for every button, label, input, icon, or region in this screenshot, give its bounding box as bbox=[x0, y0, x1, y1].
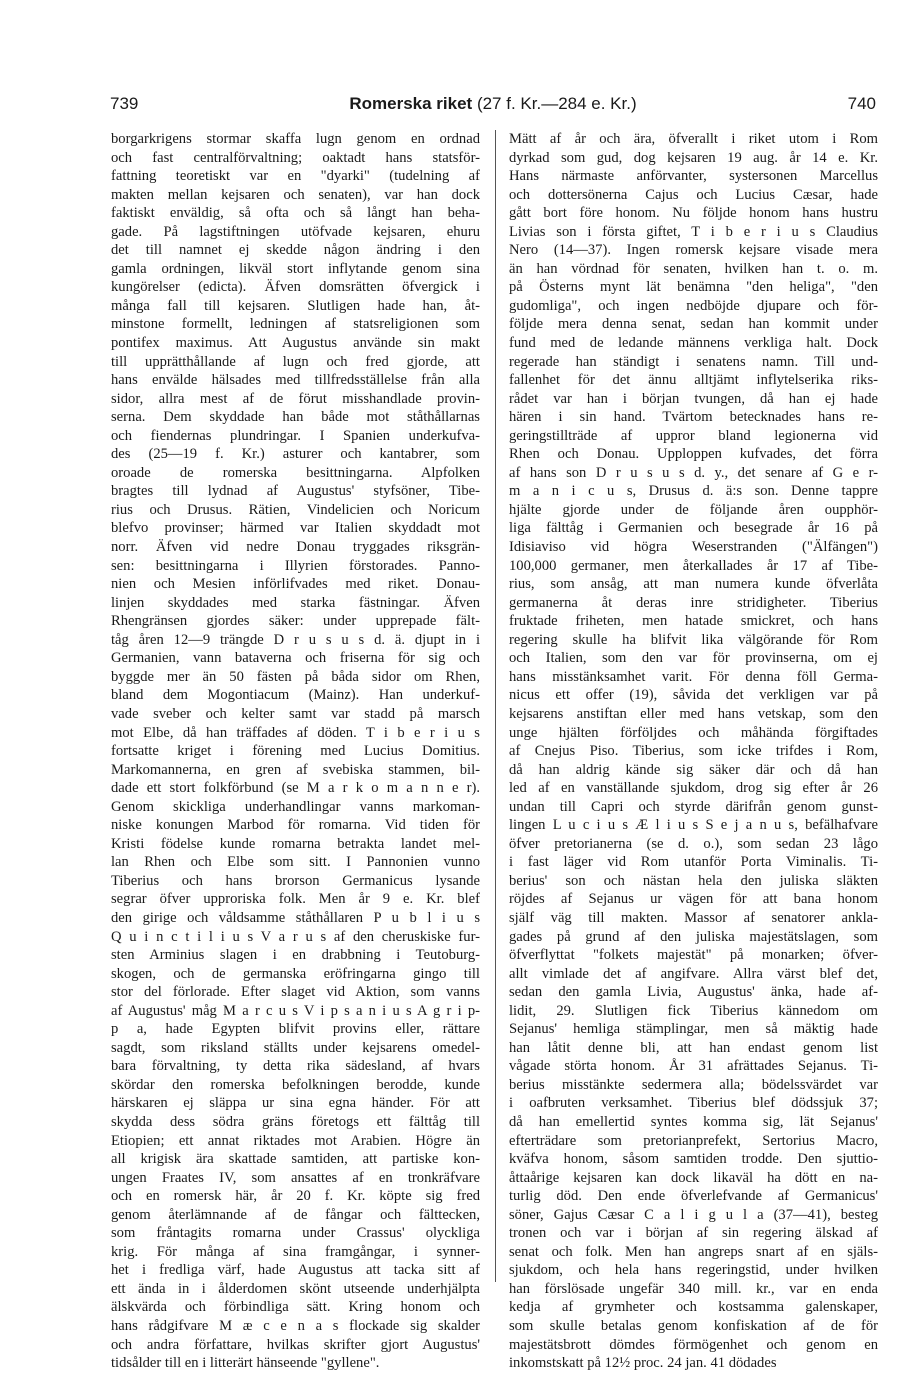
text-line: nien och Mesien införlifvades med riket. Donau- bbox=[111, 576, 480, 593]
text-line: nicus ett offer (19), såvida det verkligen var på bbox=[509, 687, 878, 704]
text-line: själf väg till makten. Massor af senatorer ankla- bbox=[509, 909, 878, 926]
text-line: af Augustus' måg M a r c u s V i p s a n i u s A g r i p- bbox=[111, 1002, 480, 1019]
text-line: följde mera denna senat, sedan han kommit under bbox=[509, 316, 878, 333]
text-line: rius och Drusus. Rätien, Vindelicien och Noricum bbox=[111, 501, 480, 518]
text-line: många fall till kejsaren. Slutligen hade han, åt- bbox=[111, 297, 480, 314]
text-line: och Italien, som den var för provinserna, om ej bbox=[509, 650, 878, 667]
text-line: het i fredliga värf, hade Augustus att tacka sitt af bbox=[111, 1262, 480, 1279]
page-header bbox=[110, 94, 876, 116]
text-line: än han vördnad för senaten, hvilken han t. o. m. bbox=[509, 260, 878, 277]
text-line: kungörelser (edicta). Äfven domsrätten öfvergick i bbox=[111, 279, 480, 296]
text-line: genom återlämnande af de fångar och fälttecken, bbox=[111, 1206, 480, 1223]
text-line: åttaårige kejsaren kan dock likaväl ha dött en na- bbox=[509, 1169, 878, 1186]
text-line: tidsålder till en i litterärt hänseende "gyllene". bbox=[111, 1355, 380, 1372]
text-line: krig. För många af sina framgångar, i synner- bbox=[111, 1243, 480, 1260]
running-title bbox=[110, 94, 876, 114]
text-line: sten Arminius slagen i en drabbning i Teutoburg- bbox=[111, 947, 480, 964]
text-line: och en romersk här, år 20 f. Kr. köpte sig fred bbox=[111, 1188, 480, 1205]
text-line: sen: besittningarna i Illyrien förstorades. Panno- bbox=[111, 557, 480, 574]
text-line: stor del förlorade. Efter slaget vid Aktion, som vanns bbox=[111, 984, 480, 1001]
text-line: majestätsbrott dömdes förmögenhet och genom en bbox=[509, 1336, 878, 1353]
text-line: ett ända in i ålderdomen skönt utseende underhjälpta bbox=[111, 1280, 480, 1297]
text-line: inkomstskatt på 12½ proc. 24 jan. 41 dödades bbox=[509, 1355, 777, 1372]
text-line: kedja af grymheter och kostsamma galenskaper, bbox=[509, 1299, 878, 1316]
left-column bbox=[111, 130, 480, 1373]
text-line: germanerna åt deras inre stridigheter. Tiberius bbox=[509, 594, 878, 611]
text-line: då han emellertid syntes komma sig, lät Sejanus' bbox=[509, 1113, 878, 1130]
text-line: Hans närmaste anförvanter, systersonen Marcellus bbox=[509, 168, 878, 185]
text-line: kväfva honom, såsom samtiden trodde. Den sjuttio- bbox=[509, 1151, 878, 1168]
text-line: hans misstänksamhet varit. För denna föll Germa- bbox=[509, 668, 878, 685]
right-column bbox=[509, 130, 878, 1373]
text-line: turlig död. Den ende öfverlefvande af Germanicus' bbox=[509, 1188, 878, 1205]
text-line: liga fälttåg i Germanien och besegrade år 16 på bbox=[509, 520, 878, 537]
text-line: byggde mer än 50 fästen på båda sidor om Rhen, bbox=[111, 668, 480, 685]
text-line: blefvo provinser; härmed var Italien skyddadt mot bbox=[111, 520, 480, 537]
text-line: fattning teoretiskt var en "dyarki" (tudelning af bbox=[111, 168, 480, 185]
text-line: härskaren ej släppa ur sina egna händer. För att bbox=[111, 1095, 480, 1112]
text-line: gudomliga", och ingen nedböjde djupare och för- bbox=[509, 297, 878, 314]
text-line: röjdes af Sejanus ur vägen för att bana honom bbox=[509, 891, 878, 908]
running-title-main: Romerska riket bbox=[349, 94, 473, 113]
text-line: segrar öfver upproriska folk. Men år 9 e. Kr. blef bbox=[111, 891, 480, 908]
text-line: sagdt, som riksland ställts under kejsarens omedel- bbox=[111, 1039, 480, 1056]
text-line: af Cnejus Piso. Tiberius, som icke trifdes i Rom, bbox=[509, 743, 878, 760]
text-line: bland dem Mogontiacum (Mainz). Han underkuf- bbox=[111, 687, 480, 704]
text-line: kejsarens anstiftan eller med hans vetskap, som den bbox=[509, 705, 878, 722]
text-line: vågade störta honom. År 31 afrättades Sejanus. Ti- bbox=[509, 1058, 878, 1075]
text-line: och andra författare, hvilkas skrifter gjort Augustus' bbox=[111, 1336, 480, 1353]
text-line: dyrkad som gud, dog kejsaren 19 aug. år 14 e. Kr. bbox=[509, 149, 878, 166]
text-line: som fråntagits romarna under Crassus' olyckliga bbox=[111, 1225, 480, 1242]
text-line: led af en vanställande sjukdom, drog sig efter år 26 bbox=[509, 780, 878, 797]
text-line: skydda dess södra gräns företogs ett fälttåg till bbox=[111, 1113, 480, 1130]
text-line: undan till Capri och styrde därifrån genom gunst- bbox=[509, 798, 878, 815]
text-line: bragtes till lydnad af Augustus' styfsöner, Tibe- bbox=[111, 483, 480, 500]
text-line: fund med de ledande männens verkliga halt. Dock bbox=[509, 335, 878, 352]
text-line: Etiopien; ett annat riktades mot Arabien. Högre än bbox=[111, 1132, 480, 1149]
text-line: Rhen och Donau. Upploppen kufvades, det förra bbox=[509, 446, 878, 463]
text-line: rådet var han i början tvungen, då han ej hade bbox=[509, 390, 878, 407]
text-line: söner, Gajus Cæsar C a l i g u l a (37—41), besteg bbox=[509, 1206, 878, 1223]
text-line: öfver pretorianerna (se d. o.), som sedan 23 lågo bbox=[509, 835, 878, 852]
text-line: niske konungen Marbod för romarna. Vid tiden för bbox=[111, 817, 480, 834]
text-line: fortsatte kriget i förening med Lucius Domitius. bbox=[111, 743, 480, 760]
text-line: Germanien, vann bataverna och friserna för sig och bbox=[111, 650, 480, 667]
text-line: efterträdare som pretorianprefekt, Sertorius Macro, bbox=[509, 1132, 878, 1149]
text-line: lingen L u c i u s Æ l i u s S e j a n u s, befälhafvare bbox=[509, 817, 878, 834]
text-line: då han aldrig kände sig säker där och då han bbox=[509, 761, 878, 778]
text-line: allt vimlade det af angifvare. Allra värst blef det, bbox=[509, 965, 878, 982]
text-line: pontifex maximus. Att Augustus använde sin makt bbox=[111, 335, 480, 352]
text-line: det till namnet ej skedde någon ändring i den bbox=[111, 242, 480, 259]
column-divider bbox=[495, 130, 496, 1282]
text-line: af hans son D r u s u s d. y., det senare af G e r- bbox=[509, 464, 878, 481]
text-line: p a, hade Egypten blifvit provins eller, rättare bbox=[111, 1021, 480, 1038]
text-line: tronen och var i början af sin regering älskad af bbox=[509, 1225, 878, 1242]
text-line: geringstillträde af uppror bland legionerna vid bbox=[509, 427, 878, 444]
text-line: till upprätthållande af lugn och fred gjorde, att bbox=[111, 353, 480, 370]
text-line: m a n i c u s, Drusus d. ä:s son. Denne tappre bbox=[509, 483, 878, 500]
text-line: och fast centralförvaltning; oaktadt hans statsför- bbox=[111, 149, 480, 166]
text-line: sedan den gamla Livia, Augustus' änka, hade af- bbox=[509, 984, 878, 1001]
text-line: all krigisk ära skattade samtiden, att partiske kon- bbox=[111, 1151, 480, 1168]
text-line: makten mellan kejsaren och senaten), var han dock bbox=[111, 186, 480, 203]
text-line: Mätt af år och ära, öfverallt i riket utom i Rom bbox=[509, 131, 878, 147]
text-line: Markomannerna, en gren af svebiska stammen, bil- bbox=[111, 761, 480, 778]
running-title-sub: (27 f. Kr.—284 e. Kr.) bbox=[472, 94, 637, 113]
text-line: gått bort före honom. Nu följde honom hans hustru bbox=[509, 205, 878, 222]
text-line: skördar den romerska befolkningen berodde, kunde bbox=[111, 1076, 480, 1093]
text-line: sjukdom, och hela hans regeringstid, under hvilken bbox=[509, 1262, 878, 1279]
text-line: berius misstänkte sedermera alla; bödelssvärdet var bbox=[509, 1076, 878, 1093]
text-line: berius' son och nästan hela den juliska släkten bbox=[509, 872, 878, 889]
text-line: des (25—19 f. Kr.) asturer och kantabrer, som bbox=[111, 446, 480, 463]
text-line: på Österns mynt lät benämna "den heliga", "den bbox=[509, 279, 878, 296]
text-line: borgarkrigens stormar skaffa lugn genom en ordnad bbox=[111, 131, 480, 147]
text-line: den girige och våldsamme ståthållaren P u b l i u s bbox=[111, 909, 480, 926]
text-line: han förslösade ungefär 340 mill. kr., var en enda bbox=[509, 1280, 878, 1297]
text-line: minstone formellt, ledningen af statsreligionen som bbox=[111, 316, 480, 333]
text-line: Nero (14—37). Ingen romersk kejsare visade mera bbox=[509, 242, 878, 259]
text-line: Idisiaviso vid högra Weserstranden ("Älfängen") bbox=[509, 539, 878, 556]
text-line: regerade han ständigt i senatens namn. Till und- bbox=[509, 353, 878, 370]
text-line: i fast läger vid Rom utanför Porta Viminalis. Ti- bbox=[509, 854, 878, 871]
text-line: serna. Dem skyddade han både mot ståthållarnas bbox=[111, 409, 480, 426]
text-line: fruktade friheten, men hatade smickret, och hans bbox=[509, 613, 878, 630]
text-line: Sejanus' hemliga stämplingar, men så mäktig hade bbox=[509, 1021, 878, 1038]
text-line: skogen, och de germanska eröfringarna gingo till bbox=[111, 965, 480, 982]
text-line: Q u i n c t i l i u s V a r u s af den cheruskiske fur- bbox=[111, 928, 480, 945]
text-line: Genom skickliga underhandlingar vanns markoman- bbox=[111, 798, 480, 815]
text-line: i oafbruten verksamhet. Tiberius blef dödssjuk 37; bbox=[509, 1095, 878, 1112]
text-line: regering skulle ha blifvit lika välgörande för Rom bbox=[509, 631, 878, 648]
text-line: unge hjälten förföljdes och måhända förgiftades bbox=[509, 724, 878, 741]
text-line: lan Rhen och Elbe som sitt. I Pannonien vunno bbox=[111, 854, 480, 871]
text-line: rius, som ansåg, att man numera kunde öfverlåta bbox=[509, 576, 878, 593]
text-line: linjen skyddades med starka fästningar. Äfven bbox=[111, 594, 480, 611]
text-line: han låtit denne bli, att han endast genom list bbox=[509, 1039, 878, 1056]
text-line: öfverflyttat "folkets majestät" på monarken; öfver- bbox=[509, 947, 878, 964]
text-line: sidor, allra mest af de förut misshandlade provin- bbox=[111, 390, 480, 407]
text-line: och dottersönerna Cajus och Lucius Cæsar, hade bbox=[509, 186, 878, 203]
text-line: Tiberius och hans brorson Germanicus lysande bbox=[111, 872, 480, 889]
text-line: hans envälde hälsades med tillfredsställelse från alla bbox=[111, 372, 480, 389]
text-line: 100,000 germaner, men återkallades år 17 af Tibe- bbox=[509, 557, 878, 574]
text-line: tåg åren 12—9 trängde D r u s u s d. ä. djupt in i bbox=[111, 631, 480, 648]
text-line: Rhengränsen gjordes säker: under upprepade fält- bbox=[111, 613, 480, 630]
text-line: hären i sin hand. Tvärtom betecknades hans re- bbox=[509, 409, 878, 426]
text-line: Livias son i första giftet, T i b e r i u s Claudius bbox=[509, 223, 878, 240]
page-number-right: 740 bbox=[847, 94, 876, 113]
text-line: hans rådgifvare M æ c e n a s flockade sig skalder bbox=[111, 1318, 480, 1334]
text-line: lidit, 29. Slutligen fick Tiberius kännedom om bbox=[509, 1002, 878, 1019]
text-line: gade. På lagstiftningen utöfvade kejsaren, ehuru bbox=[111, 223, 480, 240]
page-number-left: 739 bbox=[110, 94, 139, 113]
text-line: fallenhet för det ännu alltjämt inflytelserika riks- bbox=[509, 372, 878, 389]
text-line: senat och folk. Men han angreps snart af en själs- bbox=[509, 1243, 878, 1260]
text-line: norr. Äfven vid nedre Donau tryggades riksgrän- bbox=[111, 539, 480, 556]
text-line: oroade de romerska besittningarna. Alpfolken bbox=[111, 464, 480, 481]
text-line: ungen Fraates IV, som ansattes af en tronkräfvare bbox=[111, 1169, 480, 1186]
text-line: Kristi födelse kunde romarna betrakta landet mel- bbox=[111, 835, 480, 852]
text-line: vade sveber och kelter samt var stadd på marsch bbox=[111, 705, 480, 722]
text-line: hjälte gjorde under de följande åren oupphör- bbox=[509, 501, 878, 518]
text-line: faktiskt enväldig, så ofta och så långt han beha- bbox=[111, 205, 480, 222]
text-line: gades på grund af den juliska majestätslagen, som bbox=[509, 928, 878, 945]
text-line: dade ett stort folkförbund (se M a r k o m a n n e r). bbox=[111, 780, 480, 797]
text-line: älskvärda och förbindliga sätt. Kring honom och bbox=[111, 1299, 480, 1316]
text-line: gamla ordningen, likväl stort inflytande genom sina bbox=[111, 260, 480, 277]
text-line: bara förvaltning, ty detta rika sädesland, af hvars bbox=[111, 1058, 480, 1075]
text-line: mot Elbe, då han träffades af döden. T i b e r i u s bbox=[111, 724, 480, 741]
text-line: som skulle betalas genom konfiskation af de för bbox=[509, 1318, 878, 1334]
text-line: och fiendernas plundringar. I Spanien underkufva- bbox=[111, 427, 480, 444]
